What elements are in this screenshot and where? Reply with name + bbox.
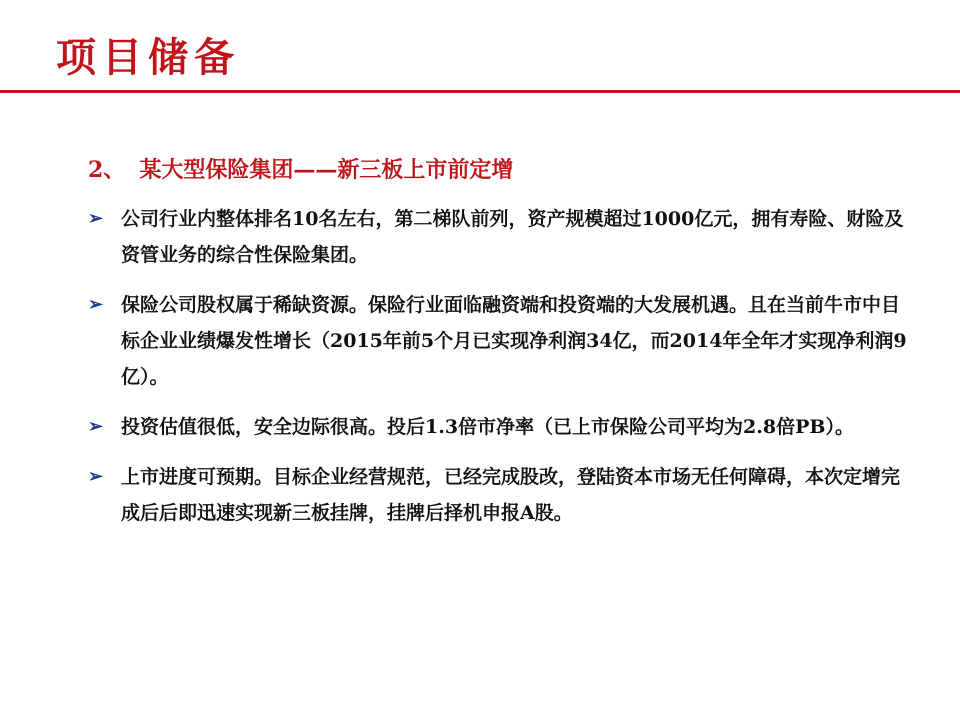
list-item (88, 287, 908, 395)
bullet-text: 上市进度可预期。目标企业经营规范，已经完成股改，登陆资本市场无任何障碍，本次定增完成后后即迅速实现新三板挂牌，挂牌后择机申报A股。 (121, 466, 901, 524)
bullet-text: 公司行业内整体排名10名左右，第二梯队前列，资产规模超过1000亿元，拥有寿险、财险及资管业务的综合性保险集团。 (121, 208, 904, 266)
list-item (88, 459, 908, 531)
title-divider (0, 90, 960, 93)
subtitle-text: 某大型保险集团——新三板上市前定增 (139, 157, 514, 183)
subtitle-number: 2、 (88, 157, 126, 183)
page-title: 项目储备 (56, 34, 240, 81)
list-item (88, 409, 908, 445)
arrow-bullet-icon: ➢ (88, 208, 104, 229)
bullet-list (88, 201, 908, 545)
section-subtitle (88, 150, 513, 190)
arrow-bullet-icon: ➢ (88, 416, 104, 437)
arrow-bullet-icon: ➢ (88, 294, 104, 315)
bullet-text: 保险公司股权属于稀缺资源。保险行业面临融资端和投资端的大发展机遇。且在当前牛市中目标企业业绩爆发性增长（2015年前5个月已实现净利润34亿，而2014年全年才实现净利润9亿）。 (121, 294, 907, 388)
list-item (88, 201, 908, 273)
bullet-text: 投资估值很低，安全边际很高。投后1.3倍市净率（已上市保险公司平均为2.8倍PB）。 (121, 416, 854, 438)
arrow-bullet-icon: ➢ (88, 466, 104, 487)
